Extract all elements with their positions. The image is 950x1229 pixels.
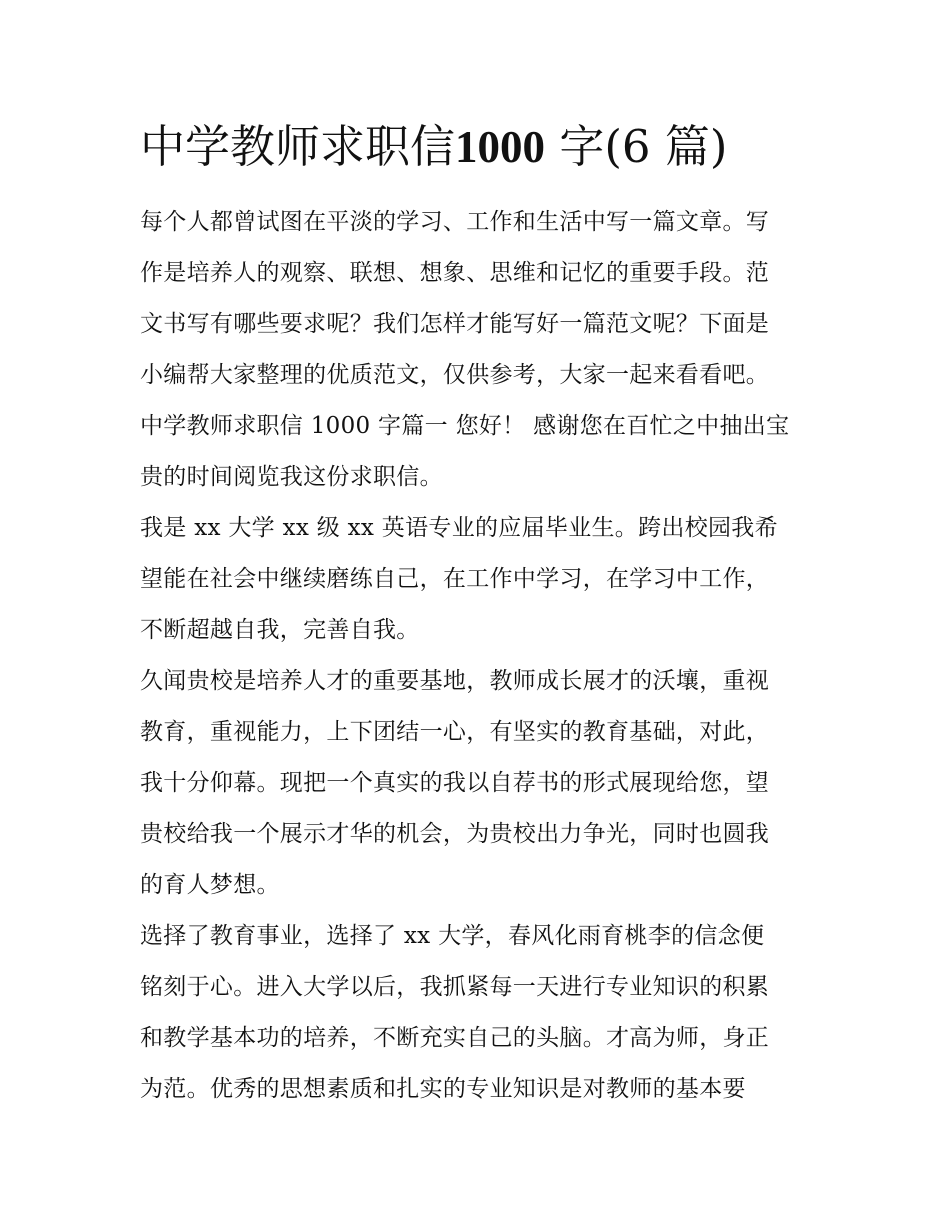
text-line: 教育，重视能力，上下团结一心，有坚实的教育基础，对此， [140,719,770,745]
paragraph [140,503,816,656]
title-text-part3: 篇) [664,120,728,173]
text-line: 不断超越自我，完善自我。 [140,617,420,643]
text-line: 和教学基本功的培养，不断充实自己的头脑。才高为师，身正 [140,1025,770,1051]
text-line: 久闻贵校是培养人才的重要基地，教师成长展才的沃壤，重视 [140,668,770,694]
text-line: 贵校给我一个展示才华的机会，为贵校出力争光，同时也圆我 [140,821,770,847]
paragraph [140,656,816,911]
title-text-part1: 中学教师求职信 [140,120,456,173]
text-line: 选择了教育事业，选择了 xx 大学，春风化雨育桃李的信念便 [140,923,765,949]
text-line: 我十分仰幕。现把一个真实的我以自荐书的形式展现给您，望 [140,770,770,796]
text-line: 为范。优秀的思想素质和扎实的专业知识是对教师的基本要 [140,1076,746,1102]
text-line: 贵的时间阅览我这份求职信。 [140,464,443,490]
paragraph [140,197,816,503]
text-line: 每个人都曾试图在平淡的学习、工作和生活中写一篇文章。写 [140,209,770,235]
document-body [140,197,816,1115]
text-line: 我是 xx 大学 xx 级 xx 英语专业的应届毕业生。跨出校园我希 [140,515,778,541]
paragraph [140,911,816,1115]
text-line: 文书写有哪些要求呢？我们怎样才能写好一篇范文呢？下面是 [140,311,770,337]
title-text-part2: 字(6 [559,120,651,173]
text-line: 铭刻于心。进入大学以后，我抓紧每一天进行专业知识的积累 [140,974,770,1000]
text-line: 作是培养人的观察、联想、想象、思维和记忆的重要手段。范 [140,260,770,286]
document-title [140,112,840,182]
text-line: 小编帮大家整理的优质范文，仅供参考，大家一起来看看吧。 [140,362,770,388]
text-line: 中学教师求职信 1000 字篇一 您好！ 感谢您在百忙之中抽出宝 [140,413,790,439]
text-line: 望能在社会中继续磨练自己，在工作中学习，在学习中工作， [140,566,770,592]
title-number: 1000 [455,122,546,172]
text-line: 的育人梦想。 [140,872,280,898]
